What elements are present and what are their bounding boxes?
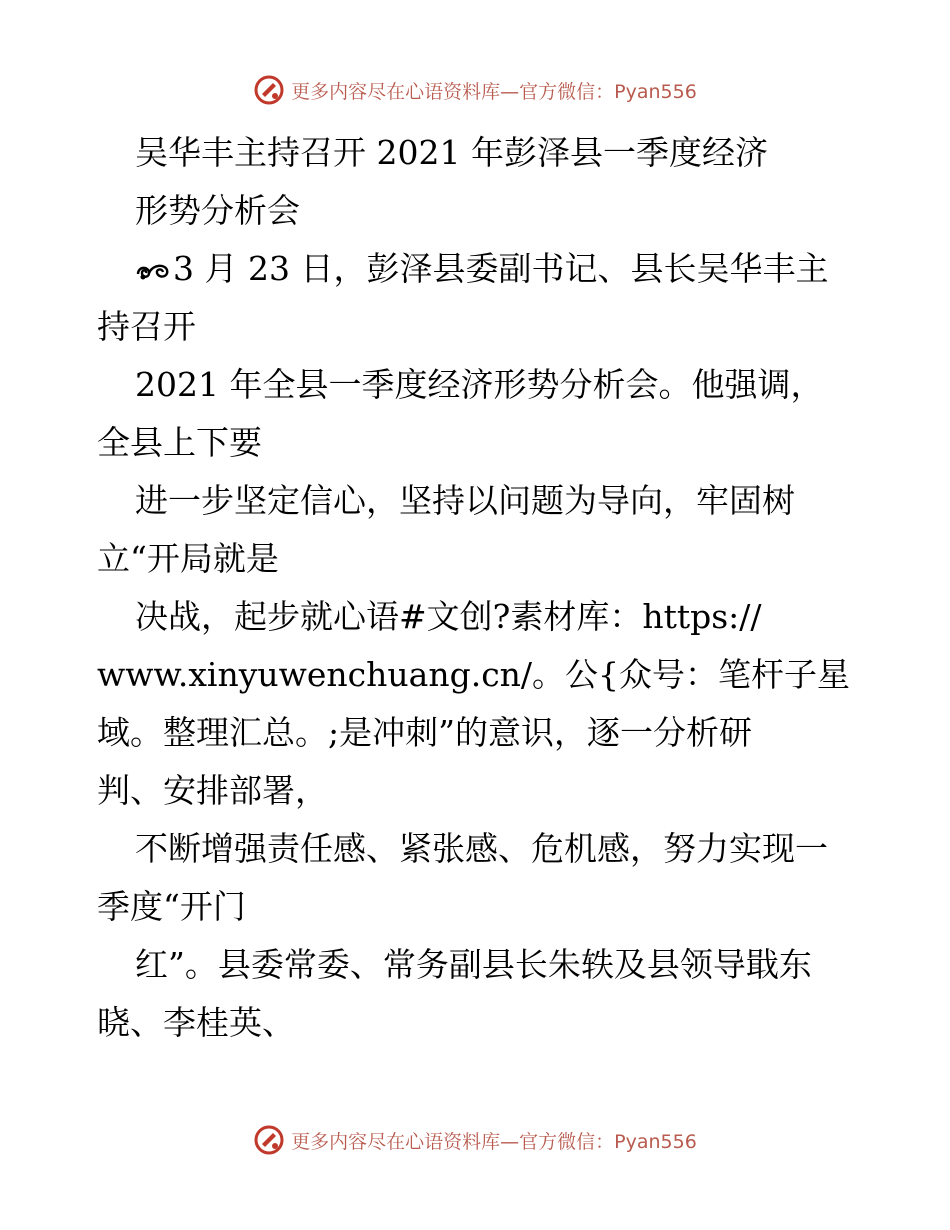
body-line: 决战，起步就心语#文创?素材库：https:// — [135, 597, 762, 636]
logo-icon — [253, 74, 285, 106]
ornament-icon — [135, 240, 173, 298]
header-watermark — [0, 70, 950, 110]
body-line: 全县上下要 — [97, 423, 262, 462]
document-body — [97, 124, 857, 1052]
body-line: 判、安排部署， — [97, 771, 328, 810]
body-line: 立“开局就是 — [97, 539, 279, 578]
body-line: 不断增强责任感、紧张感、危机感，努力实现一 — [135, 829, 828, 868]
footer-watermark-text: 更多内容尽在心语资料库—官方微信：Pyan556 — [291, 1130, 697, 1153]
logo-icon — [253, 1124, 285, 1156]
body-line: 季度“开门 — [97, 887, 246, 926]
body-line-text: 3 月 23 日，彭泽县委副书记、县长吴华丰主 — [173, 249, 829, 288]
body-line: 吴华丰主持召开 2021 年彭泽县一季度经济 — [135, 133, 768, 172]
footer-watermark — [0, 1120, 950, 1160]
body-line: 进一步坚定信心，坚持以问题为导向，牢固树 — [135, 481, 795, 520]
body-line: 2021 年全县一季度经济形势分析会。他强调， — [135, 365, 824, 404]
body-line: 域。整理汇总。;是冲刺”的意识，逐一分析研 — [97, 713, 752, 752]
body-line: 形势分析会 — [135, 191, 300, 230]
body-line: 持召开 — [97, 307, 196, 346]
body-line: 晓、李桂英、 — [97, 1003, 295, 1042]
body-line: www.xinyuwenchuang.cn/。公{众号：笔杆子星 — [97, 655, 851, 694]
body-line-with-ornament — [97, 240, 857, 298]
body-line: 红”。县委常委、常务副县长朱轶及县领导戢东 — [135, 945, 812, 984]
header-watermark-text: 更多内容尽在心语资料库—官方微信：Pyan556 — [291, 80, 697, 103]
